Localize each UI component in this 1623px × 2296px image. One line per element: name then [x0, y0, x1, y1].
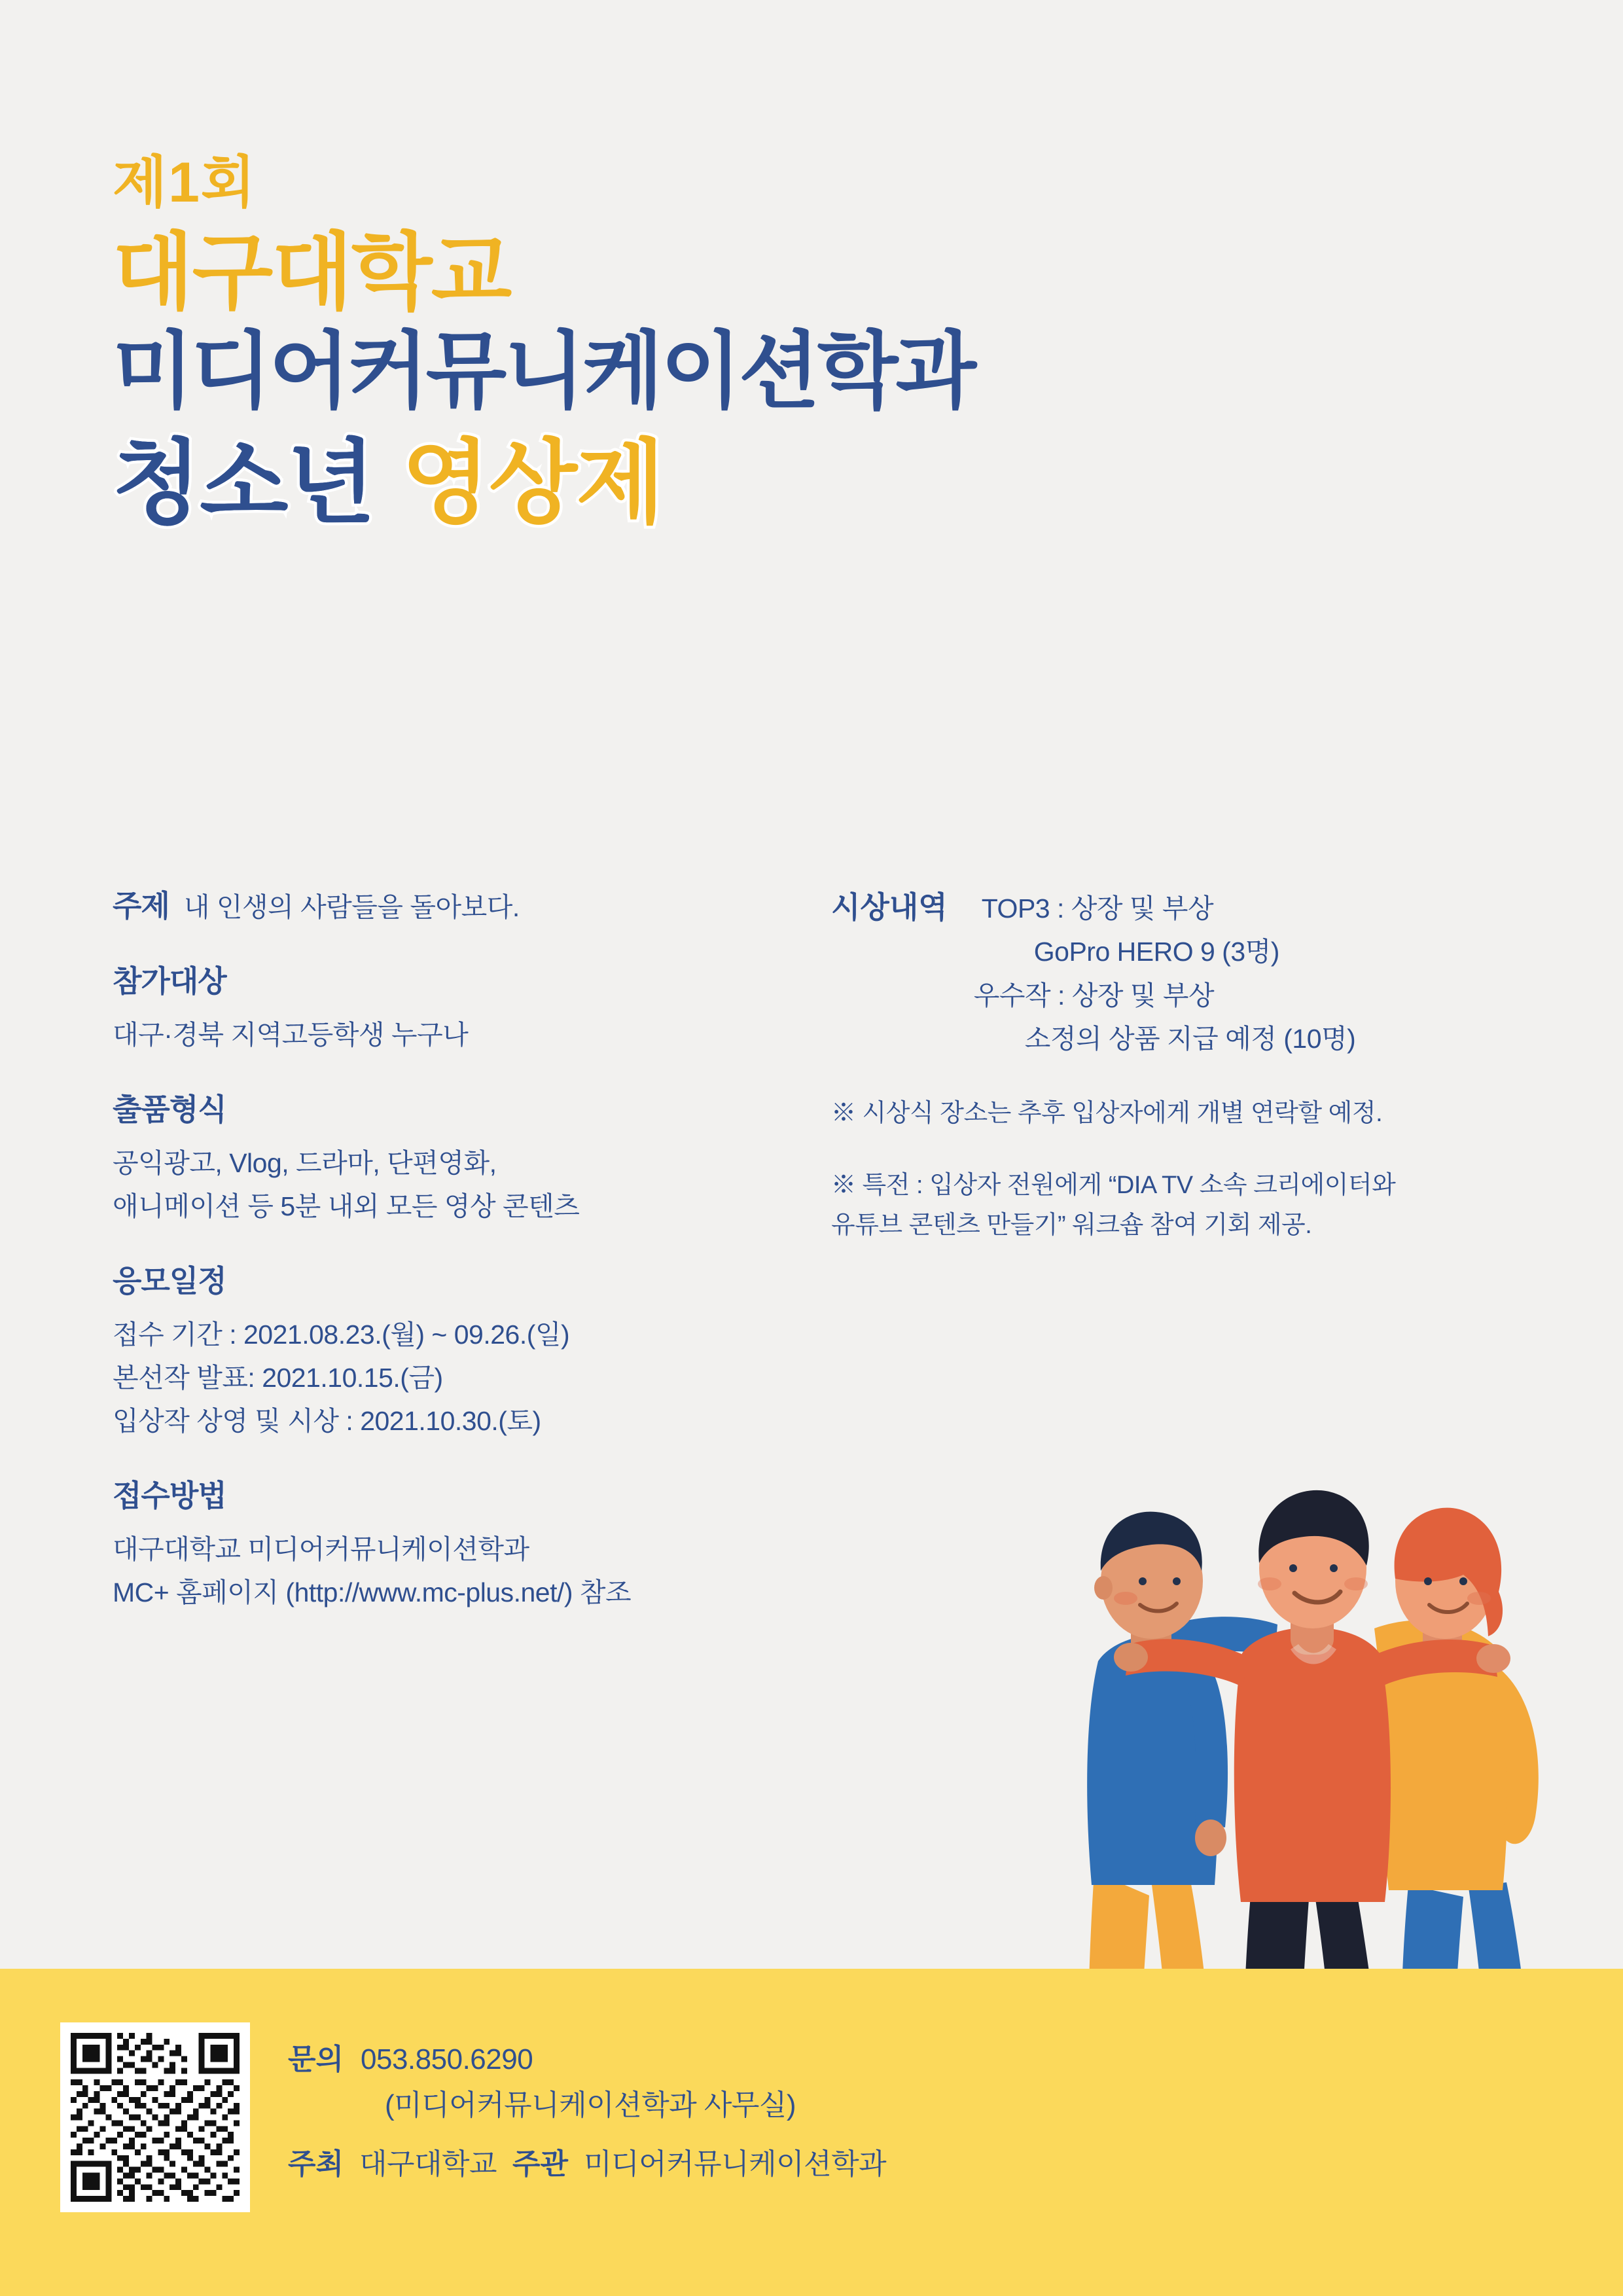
schedule-line-2: 본선작 발표: 2021.10.15.(금) — [113, 1363, 443, 1393]
note-benefit — [831, 1166, 1544, 1246]
edition-label: 제1회 — [113, 151, 257, 214]
note-benefit-line-2: 유튜브 콘텐츠 만들기” 워크숍 참여 기회 제공. — [831, 1211, 1312, 1240]
format-value — [113, 1141, 800, 1229]
section-schedule — [113, 1259, 800, 1443]
note-benefit-line-1: ※ 특전 : 입상자 전원에게 “DIA TV 소속 크리에이터와 — [831, 1172, 1396, 1200]
organizer-value: 미디어커뮤니케이션학과 — [584, 2148, 887, 2180]
schedule-line-1: 접수 기간 : 2021.08.23.(월) ~ 09.26.(일) — [113, 1319, 570, 1350]
awards-value — [974, 887, 1356, 1061]
contact-number: 053.850.6290 — [361, 2043, 533, 2075]
host-row — [288, 2140, 1204, 2182]
awards-line-2: GoPro HERO 9 (3명) — [1033, 937, 1279, 967]
apply-label: 접수방법 — [113, 1478, 226, 1513]
schedule-line-3: 입상작 상영 및 시상 : 2021.10.30.(토) — [113, 1406, 541, 1437]
host-label: 주최 — [288, 2148, 344, 2180]
festival-title-word-1: 청소년 — [113, 431, 374, 534]
host-value: 대구대학교 — [359, 2148, 497, 2180]
section-apply — [113, 1473, 800, 1615]
section-awards — [831, 884, 1544, 1061]
target-value: 대구·경북 지역고등학생 누구나 — [113, 1020, 469, 1050]
note-ceremony-line: ※ 시상식 장소는 추후 입상자에게 개별 연락할 예정. — [831, 1099, 1383, 1127]
note-ceremony — [831, 1094, 1544, 1134]
topic-value: 내 인생의 사람들을 돌아보다. — [183, 892, 520, 922]
format-line-2: 애니메이션 등 5분 내외 모든 영상 콘텐츠 — [113, 1191, 580, 1222]
organizer-label: 주관 — [512, 2148, 569, 2180]
awards-line-4: 소정의 상품 지급 예정 (10명) — [1024, 1024, 1356, 1054]
qr-code[interactable] — [60, 2022, 250, 2212]
right-info-column — [831, 884, 1544, 1246]
apply-value — [113, 1528, 800, 1615]
contact-label: 문의 — [288, 2043, 344, 2075]
title-block — [113, 152, 1356, 533]
topic-label: 주제 — [113, 889, 169, 923]
apply-line-1: 대구대학교 미디어커뮤니케이션학과 — [113, 1534, 529, 1564]
section-topic — [113, 884, 800, 929]
awards-line-3: 우수작 : 상장 및 부상 — [973, 980, 1215, 1011]
footer-info — [288, 2036, 1204, 2182]
festival-title — [113, 433, 1356, 533]
target-label: 참가대상 — [113, 964, 226, 999]
contact-row — [288, 2036, 1204, 2077]
section-format — [113, 1087, 800, 1229]
schedule-label: 응모일정 — [113, 1263, 226, 1298]
department-name: 미디어커뮤니케이션학과 — [113, 324, 974, 418]
left-info-column — [113, 884, 800, 1645]
format-line-1: 공익광고, Vlog, 드라마, 단편영화, — [113, 1147, 497, 1178]
awards-label: 시상내역 — [831, 890, 948, 924]
section-target — [113, 959, 800, 1056]
contact-office: (미디어커뮤니케이션학과 사무실) — [385, 2089, 796, 2121]
festival-title-word-2: 영상제 — [401, 431, 664, 534]
university-name: 대구대학교 — [113, 225, 511, 319]
apply-line-2[interactable]: MC+ 홈페이지 (http://www.mc-plus.net/) 참조 — [113, 1577, 632, 1608]
format-label: 출품형식 — [113, 1092, 226, 1126]
awards-line-1: TOP3 : 상장 및 부상 — [981, 893, 1214, 924]
schedule-value — [113, 1313, 800, 1443]
